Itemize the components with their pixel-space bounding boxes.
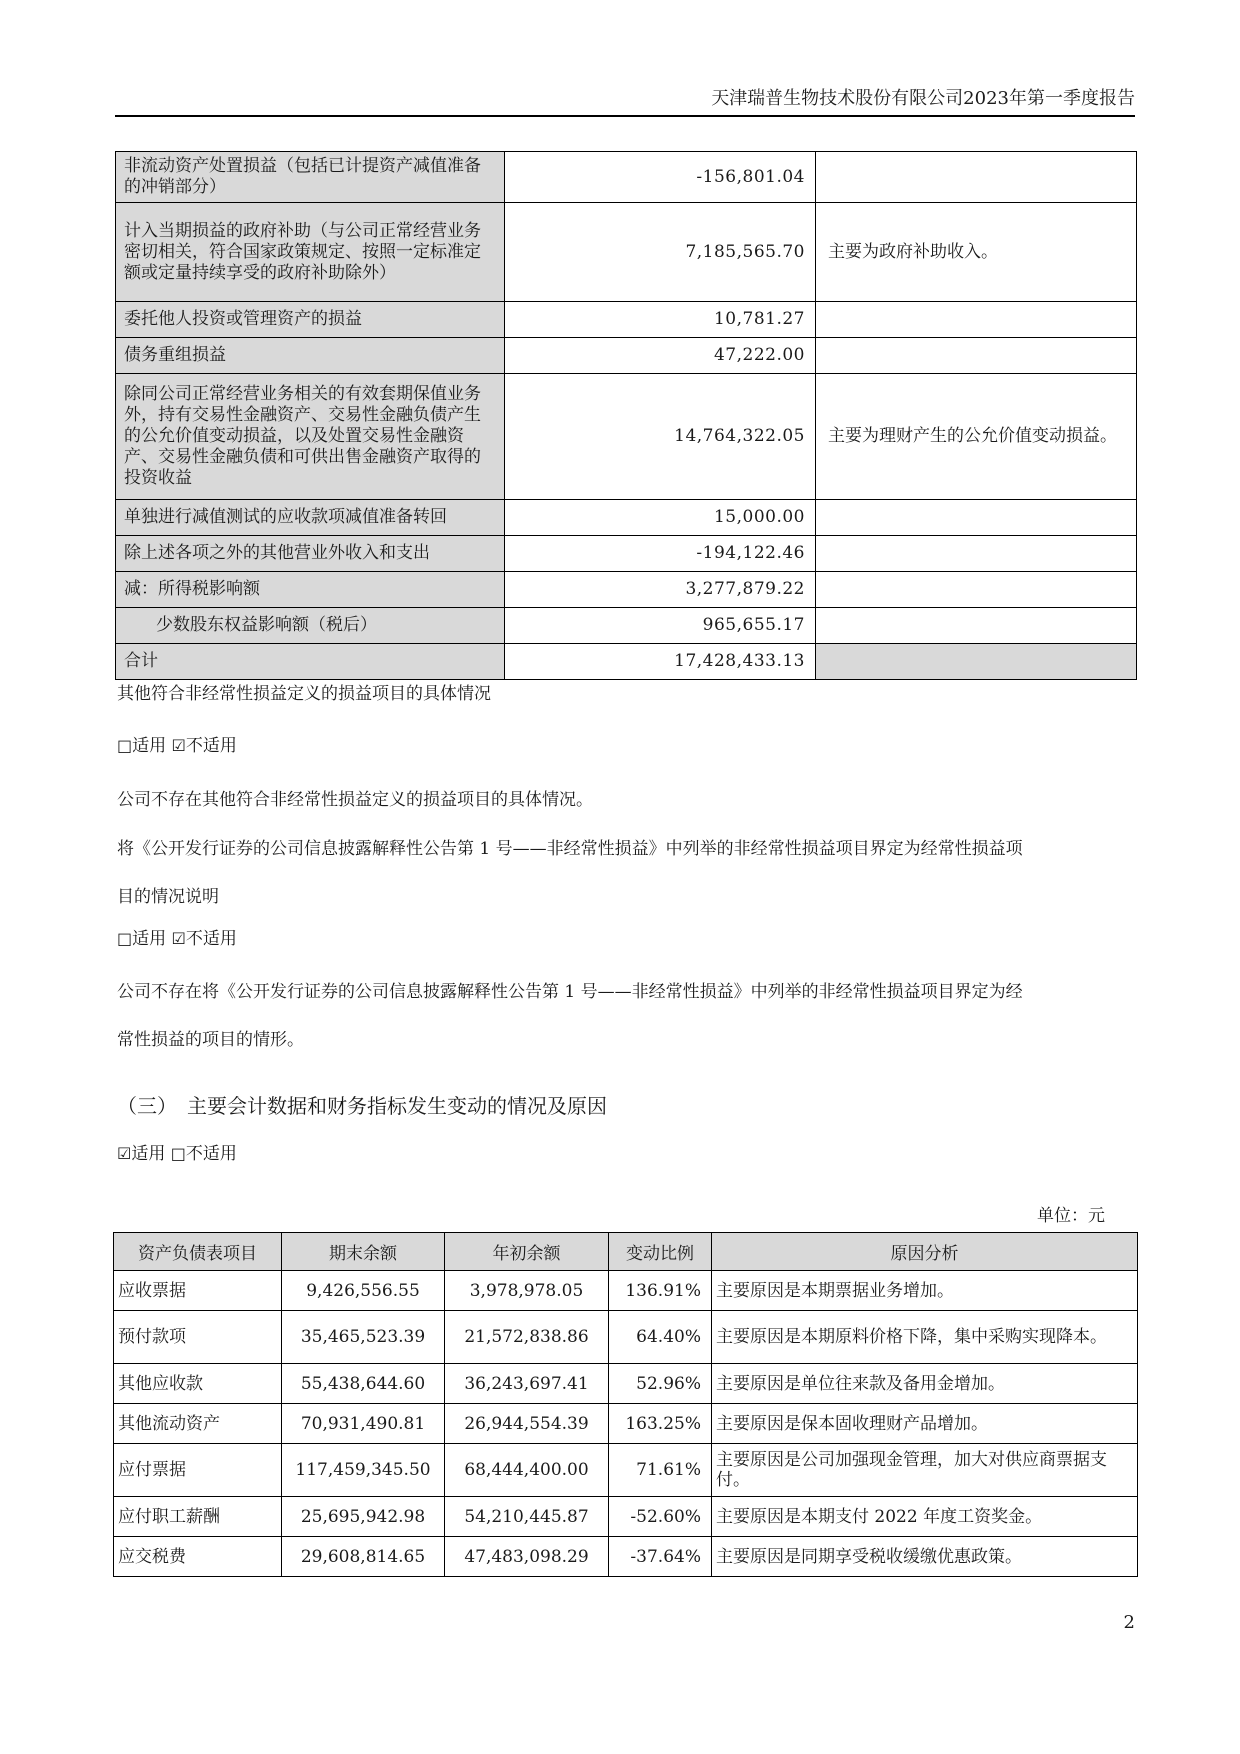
paragraph-no-other-items: 公司不存在其他符合非经常性损益定义的损益项目的具体情况。 bbox=[117, 790, 593, 810]
table-row bbox=[116, 536, 1137, 572]
note-cell bbox=[816, 500, 1137, 536]
note-cell bbox=[816, 608, 1137, 644]
unit-label: 单位：元 bbox=[1037, 1206, 1105, 1226]
item-cell: 应付票据 bbox=[114, 1444, 282, 1497]
item-cell: 其他应收款 bbox=[114, 1364, 282, 1404]
begin-balance-cell: 26,944,554.39 bbox=[445, 1404, 609, 1444]
table-row bbox=[116, 203, 1137, 302]
amount-cell: -194,122.46 bbox=[505, 536, 816, 572]
item-cell: 委托他人投资或管理资产的损益 bbox=[116, 302, 505, 338]
item-cell: 计入当期损益的政府补助（与公司正常经营业务密切相关，符合国家政策规定、按照一定标准定额或定量持续享受的政府补助除外） bbox=[116, 203, 505, 302]
item-cell: 除上述各项之外的其他营业外收入和支出 bbox=[116, 536, 505, 572]
end-balance-cell: 70,931,490.81 bbox=[282, 1404, 445, 1444]
item-cell: 除同公司正常经营业务相关的有效套期保值业务外，持有交易性金融资产、交易性金融负债产生的公允价值变动损益，以及处置交易性金融资产、交易性金融负债和可供出售金融资产取得的投资收益 bbox=[116, 374, 505, 500]
section-title: （三） 主要会计数据和财务指标发生变动的情况及原因 bbox=[117, 1094, 607, 1118]
amount-cell: 3,277,879.22 bbox=[505, 572, 816, 608]
amount-cell: 47,222.00 bbox=[505, 338, 816, 374]
note-cell: 主要为理财产生的公允价值变动损益。 bbox=[816, 374, 1137, 500]
begin-balance-cell: 3,978,978.05 bbox=[445, 1271, 609, 1311]
note-cell bbox=[816, 572, 1137, 608]
reason-cell: 主要原因是本期票据业务增加。 bbox=[712, 1271, 1138, 1311]
table-row bbox=[116, 608, 1137, 644]
applicable-label: 适用 bbox=[131, 1144, 166, 1164]
reason-cell: 主要原因是单位往来款及备用金增加。 bbox=[712, 1364, 1138, 1404]
begin-balance-cell: 68,444,400.00 bbox=[445, 1444, 609, 1497]
item-cell: 其他流动资产 bbox=[114, 1404, 282, 1444]
paragraph-other-items-heading: 其他符合非经常性损益定义的损益项目的具体情况 bbox=[117, 684, 491, 704]
change-ratio-cell: 64.40% bbox=[609, 1311, 712, 1364]
column-header: 期末余额 bbox=[282, 1233, 445, 1271]
note-cell bbox=[816, 536, 1137, 572]
item-cell: 债务重组损益 bbox=[116, 338, 505, 374]
change-ratio-cell: -37.64% bbox=[609, 1537, 712, 1577]
amount-cell: 7,185,565.70 bbox=[505, 203, 816, 302]
paragraph-definition-line1: 将《公开发行证券的公司信息披露解释性公告第 1 号——非经常性损益》中列举的非经常性损益项目界定为经常性损益项 bbox=[117, 839, 1023, 859]
change-ratio-cell: 71.61% bbox=[609, 1444, 712, 1497]
item-cell: 单独进行减值测试的应收款项减值准备转回 bbox=[116, 500, 505, 536]
table-total-row bbox=[116, 644, 1137, 680]
change-ratio-cell: 136.91% bbox=[609, 1271, 712, 1311]
item-cell: 应交税费 bbox=[114, 1537, 282, 1577]
header-rule bbox=[115, 115, 1135, 117]
reason-cell: 主要原因是同期享受税收缓缴优惠政策。 bbox=[712, 1537, 1138, 1577]
paragraph-definition-line2: 目的情况说明 bbox=[117, 887, 219, 907]
total-amount-cell: 17,428,433.13 bbox=[505, 644, 816, 680]
end-balance-cell: 117,459,345.50 bbox=[282, 1444, 445, 1497]
table-row bbox=[116, 572, 1137, 608]
column-header: 资产负债表项目 bbox=[114, 1233, 282, 1271]
table-row bbox=[114, 1271, 1138, 1311]
not-applicable-label: 不适用 bbox=[185, 736, 237, 756]
column-header: 变动比例 bbox=[609, 1233, 712, 1271]
applicable-label: 适用 bbox=[132, 736, 167, 756]
note-cell bbox=[816, 302, 1137, 338]
end-balance-cell: 35,465,523.39 bbox=[282, 1311, 445, 1364]
item-cell: 非流动资产处置损益（包括已计提资产减值准备的冲销部分） bbox=[116, 152, 505, 203]
table-row bbox=[114, 1404, 1138, 1444]
table-row bbox=[116, 500, 1137, 536]
amount-cell: 965,655.17 bbox=[505, 608, 816, 644]
applicability-checkbox-group-2 bbox=[117, 928, 1132, 950]
item-cell: 预付款项 bbox=[114, 1311, 282, 1364]
table-row bbox=[114, 1364, 1138, 1404]
checkbox-not-applicable-icon: ☑ bbox=[171, 929, 186, 948]
amount-cell: 10,781.27 bbox=[505, 302, 816, 338]
note-cell bbox=[816, 152, 1137, 203]
item-cell: 少数股东权益影响额（税后） bbox=[116, 608, 505, 644]
change-ratio-cell: 163.25% bbox=[609, 1404, 712, 1444]
non-recurring-gains-table bbox=[115, 151, 1137, 680]
table-row bbox=[114, 1444, 1138, 1497]
reason-cell: 主要原因是公司加强现金管理，加大对供应商票据支付。 bbox=[712, 1444, 1138, 1497]
begin-balance-cell: 21,572,838.86 bbox=[445, 1311, 609, 1364]
balance-sheet-changes-table bbox=[113, 1232, 1138, 1577]
column-header: 年初余额 bbox=[445, 1233, 609, 1271]
begin-balance-cell: 54,210,445.87 bbox=[445, 1497, 609, 1537]
end-balance-cell: 25,695,942.98 bbox=[282, 1497, 445, 1537]
amount-cell: 15,000.00 bbox=[505, 500, 816, 536]
column-header: 原因分析 bbox=[712, 1233, 1138, 1271]
checkbox-not-applicable-icon: □ bbox=[170, 1144, 186, 1163]
begin-balance-cell: 36,243,697.41 bbox=[445, 1364, 609, 1404]
reason-cell: 主要原因是保本固收理财产品增加。 bbox=[712, 1404, 1138, 1444]
checkbox-applicable-icon: ☑ bbox=[117, 1144, 132, 1163]
note-cell: 主要为政府补助收入。 bbox=[816, 203, 1137, 302]
table-row bbox=[116, 374, 1137, 500]
applicability-checkbox-group-1 bbox=[117, 735, 1132, 757]
total-label-cell: 合计 bbox=[116, 644, 505, 680]
report-header-title: 天津瑞普生物技术股份有限公司2023年第一季度报告 bbox=[711, 88, 1135, 109]
reason-cell: 主要原因是本期支付 2022 年度工资奖金。 bbox=[712, 1497, 1138, 1537]
table-row bbox=[114, 1311, 1138, 1364]
applicability-checkbox-group-3 bbox=[117, 1143, 1132, 1165]
note-cell bbox=[816, 338, 1137, 374]
paragraph-no-reclassification-line1: 公司不存在将《公开发行证券的公司信息披露解释性公告第 1 号——非经常性损益》中列举的非经常性损益项目界定为经 bbox=[117, 982, 1023, 1002]
end-balance-cell: 9,426,556.55 bbox=[282, 1271, 445, 1311]
item-cell: 减：所得税影响额 bbox=[116, 572, 505, 608]
reason-cell: 主要原因是本期原料价格下降，集中采购实现降本。 bbox=[712, 1311, 1138, 1364]
change-ratio-cell: 52.96% bbox=[609, 1364, 712, 1404]
table-row bbox=[114, 1537, 1138, 1577]
end-balance-cell: 29,608,814.65 bbox=[282, 1537, 445, 1577]
table-row bbox=[114, 1497, 1138, 1537]
table-row bbox=[116, 302, 1137, 338]
item-cell: 应收票据 bbox=[114, 1271, 282, 1311]
not-applicable-label: 不适用 bbox=[185, 929, 237, 949]
not-applicable-label: 不适用 bbox=[185, 1144, 237, 1164]
checkbox-not-applicable-icon: ☑ bbox=[171, 736, 186, 755]
page-number: 2 bbox=[1123, 1612, 1135, 1633]
paragraph-no-reclassification-line2: 常性损益的项目的情形。 bbox=[117, 1030, 304, 1050]
table-row bbox=[116, 152, 1137, 203]
change-ratio-cell: -52.60% bbox=[609, 1497, 712, 1537]
end-balance-cell: 55,438,644.60 bbox=[282, 1364, 445, 1404]
note-cell bbox=[816, 644, 1137, 680]
applicable-label: 适用 bbox=[132, 929, 167, 949]
table-row bbox=[116, 338, 1137, 374]
item-cell: 应付职工薪酬 bbox=[114, 1497, 282, 1537]
checkbox-applicable-icon: □ bbox=[117, 929, 133, 948]
amount-cell: -156,801.04 bbox=[505, 152, 816, 203]
table-header-row bbox=[114, 1233, 1138, 1271]
begin-balance-cell: 47,483,098.29 bbox=[445, 1537, 609, 1577]
checkbox-applicable-icon: □ bbox=[117, 736, 133, 755]
amount-cell: 14,764,322.05 bbox=[505, 374, 816, 500]
